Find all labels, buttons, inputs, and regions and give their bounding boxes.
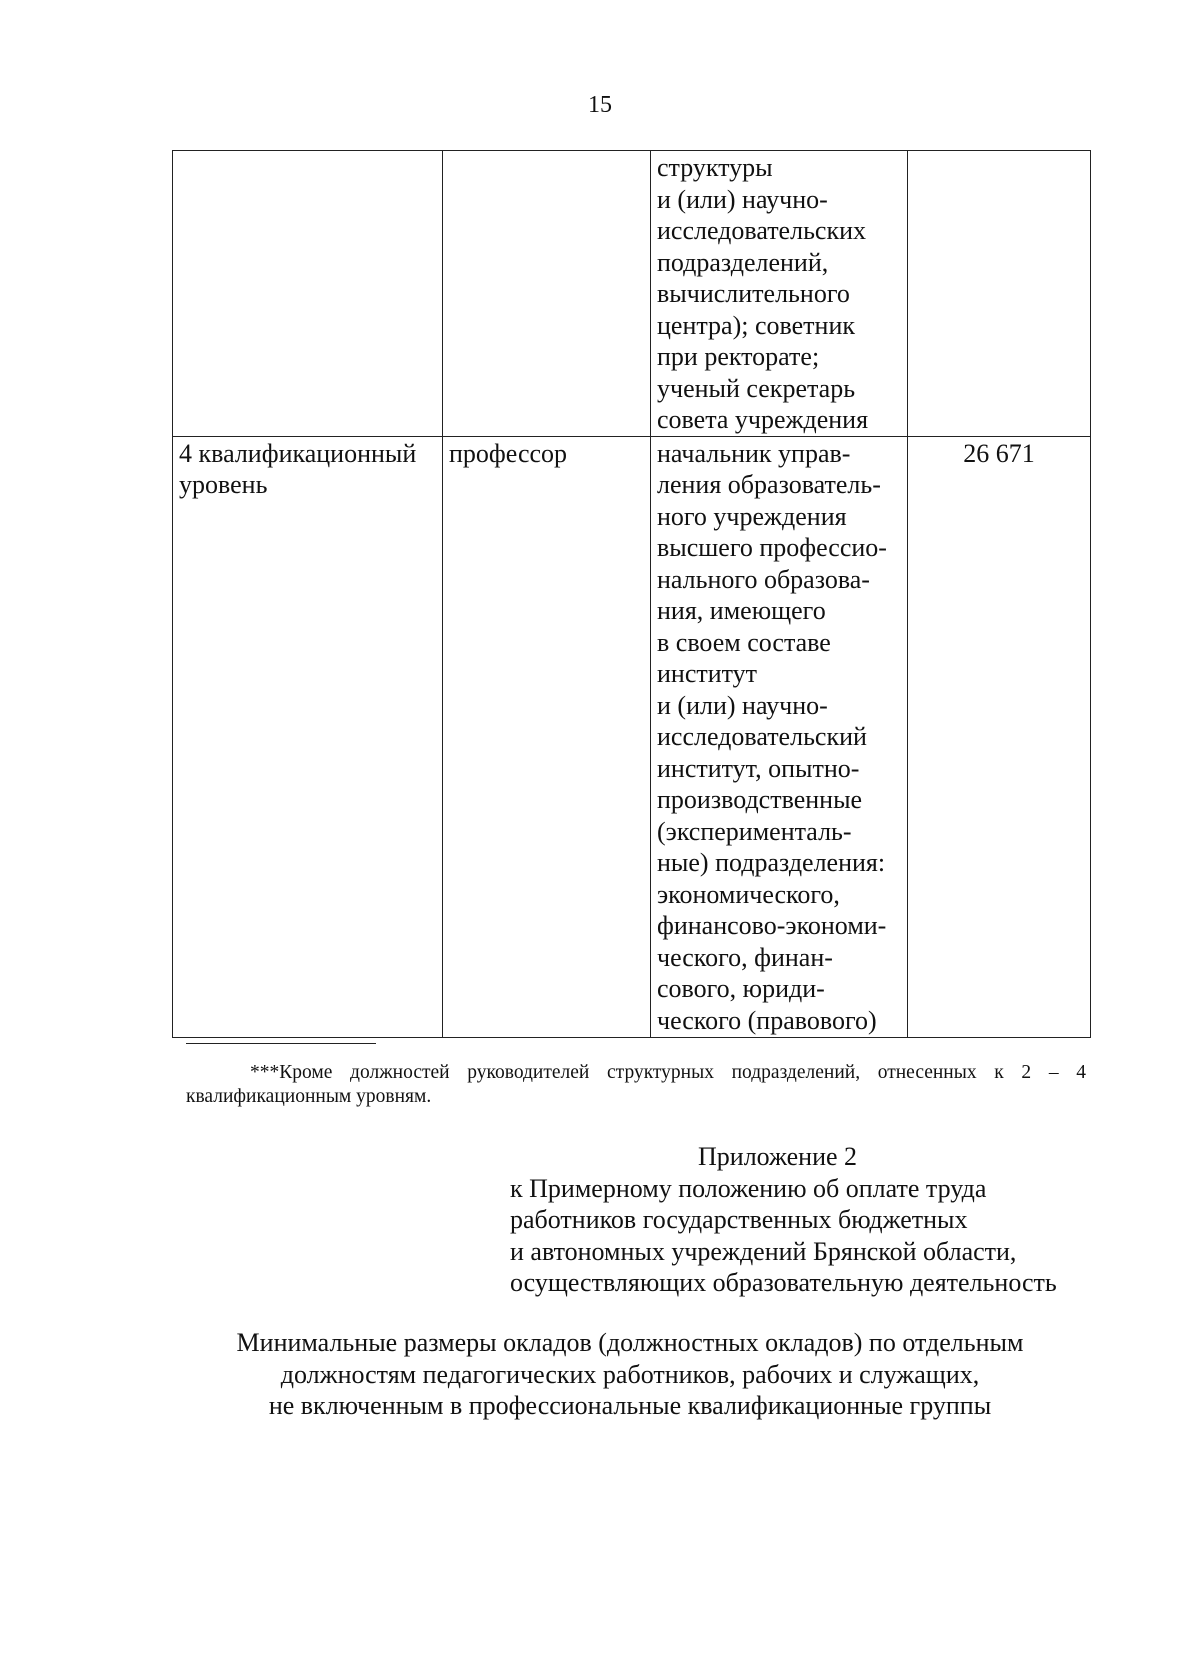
appendix-line: работников государственных бюджетных — [510, 1205, 968, 1234]
appendix-line: и автономных учреждений Брянской области, — [510, 1236, 1017, 1266]
footnote: ***Кроме должностей руководителей структурных подразделений, отнесенных к 2 – 4 квалификационным уровням. — [186, 1062, 1086, 1107]
table-row — [173, 151, 1091, 437]
appendix-line: к Примерному положению об оплате труда — [510, 1173, 987, 1203]
footnote-divider — [186, 1043, 376, 1044]
level-cell — [173, 151, 443, 437]
heading-line: не включенным в профессиональные квалификационные группы — [268, 1391, 992, 1420]
appendix-line: осуществляющих образовательную деятельность — [510, 1268, 1057, 1297]
appendix-block — [510, 1141, 1110, 1299]
salary-cell: 26 671 — [908, 436, 1091, 1037]
position-cell — [443, 151, 651, 437]
level-cell: 4 квалификационный уровень — [173, 436, 443, 1037]
position-cell: профессор — [443, 436, 651, 1037]
salary-table — [172, 150, 1091, 1038]
duties-cell: структуры и (или) научно- исследовательских подразделений, вычислительного центра); советник при ректорате; ученый секретарь совета учреждения — [651, 151, 908, 437]
duties-cell: начальник управ- ления образователь- ного учреждения высшего профессио- нального образова- ния, имеющего в своем составе институт и (или) научно- исследовательский институт, опытно- производственные (эксперименталь- ные) подразделения: экономического, финансово-экономи- ческого, финан- сового, юриди- ческого (правового) — [651, 436, 908, 1037]
table-row — [173, 436, 1091, 1037]
heading-line: должностям педагогических работников, рабочих и служащих, — [280, 1359, 980, 1389]
heading-line: Минимальные размеры окладов (должностных окладов) по отдельным — [236, 1328, 1024, 1357]
appendix-title: Приложение 2 — [698, 1142, 858, 1171]
section-heading — [100, 1327, 1160, 1422]
page-number: 15 — [588, 92, 612, 118]
salary-cell — [908, 151, 1091, 437]
